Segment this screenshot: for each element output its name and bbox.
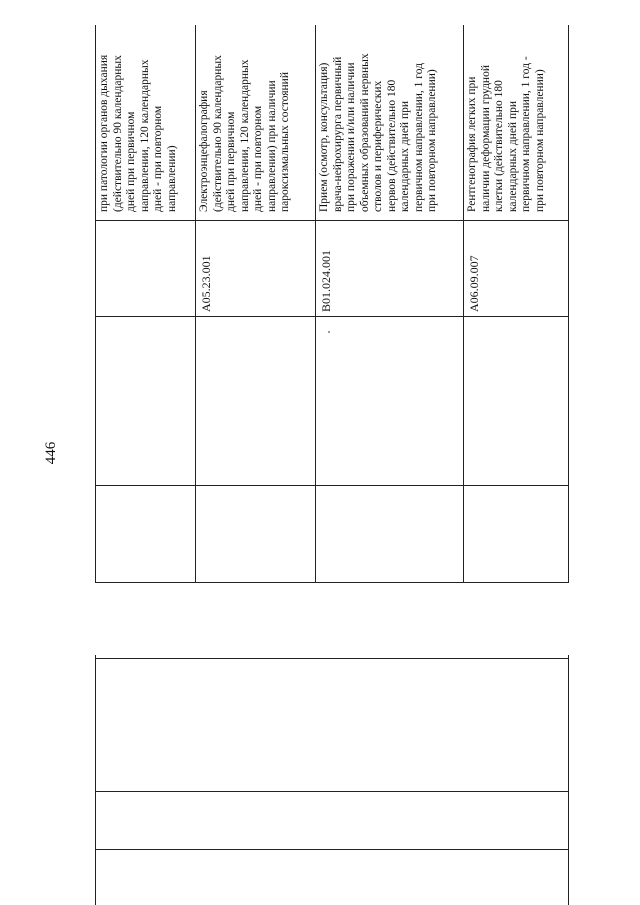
- lower-frame-line: [95, 849, 569, 850]
- row-divider-2: [315, 25, 316, 583]
- table-border-top: [95, 25, 96, 583]
- table-cell-code: A05.23.001: [199, 255, 213, 312]
- row-divider-1: [195, 25, 196, 583]
- table-border-right: [95, 582, 569, 583]
- column-divider-1: [95, 220, 569, 221]
- column-divider-2: [95, 316, 569, 317]
- table-cell-description: при патологии органов дыхания (действительно 90 календарных дней при первичном направлении, 120 календарных дней - при повторном направлении): [98, 54, 178, 212]
- lower-frame-line: [95, 791, 569, 792]
- table-cell-code: A06.09.007: [467, 255, 481, 312]
- column-divider-3: [95, 485, 569, 486]
- lower-frame-line: [95, 655, 96, 905]
- page-number: 446: [43, 441, 59, 465]
- table-cell-description: Рентгенография легких при наличии деформации грудной клетки (действительно 180 календарных дней при первичном направлении, 1 год - при повторном направлении): [466, 56, 546, 212]
- table-border-bottom: [568, 25, 569, 583]
- lower-frame-line: [95, 658, 569, 659]
- table-cell-description: Электроэнцефалография (действительно 90 календарных дней при первичном направлении, 120 календарных дней - при повторном направлении) при наличии пароксизмальных состояний: [198, 55, 291, 212]
- table-cell-description: Прием (осмотр, консультация) врача-нейрохирурга первичный при поражении и/или наличии объемных образований нервных стволов и периферических нервов (действительно 180 календарных дней при первичном направлении, 1 год при повторном направлении): [318, 53, 438, 212]
- row-divider-3: [463, 25, 464, 583]
- lower-frame-line: [568, 655, 569, 905]
- scan-speck: [328, 331, 330, 333]
- table-cell-code: B01.024.001: [319, 249, 333, 312]
